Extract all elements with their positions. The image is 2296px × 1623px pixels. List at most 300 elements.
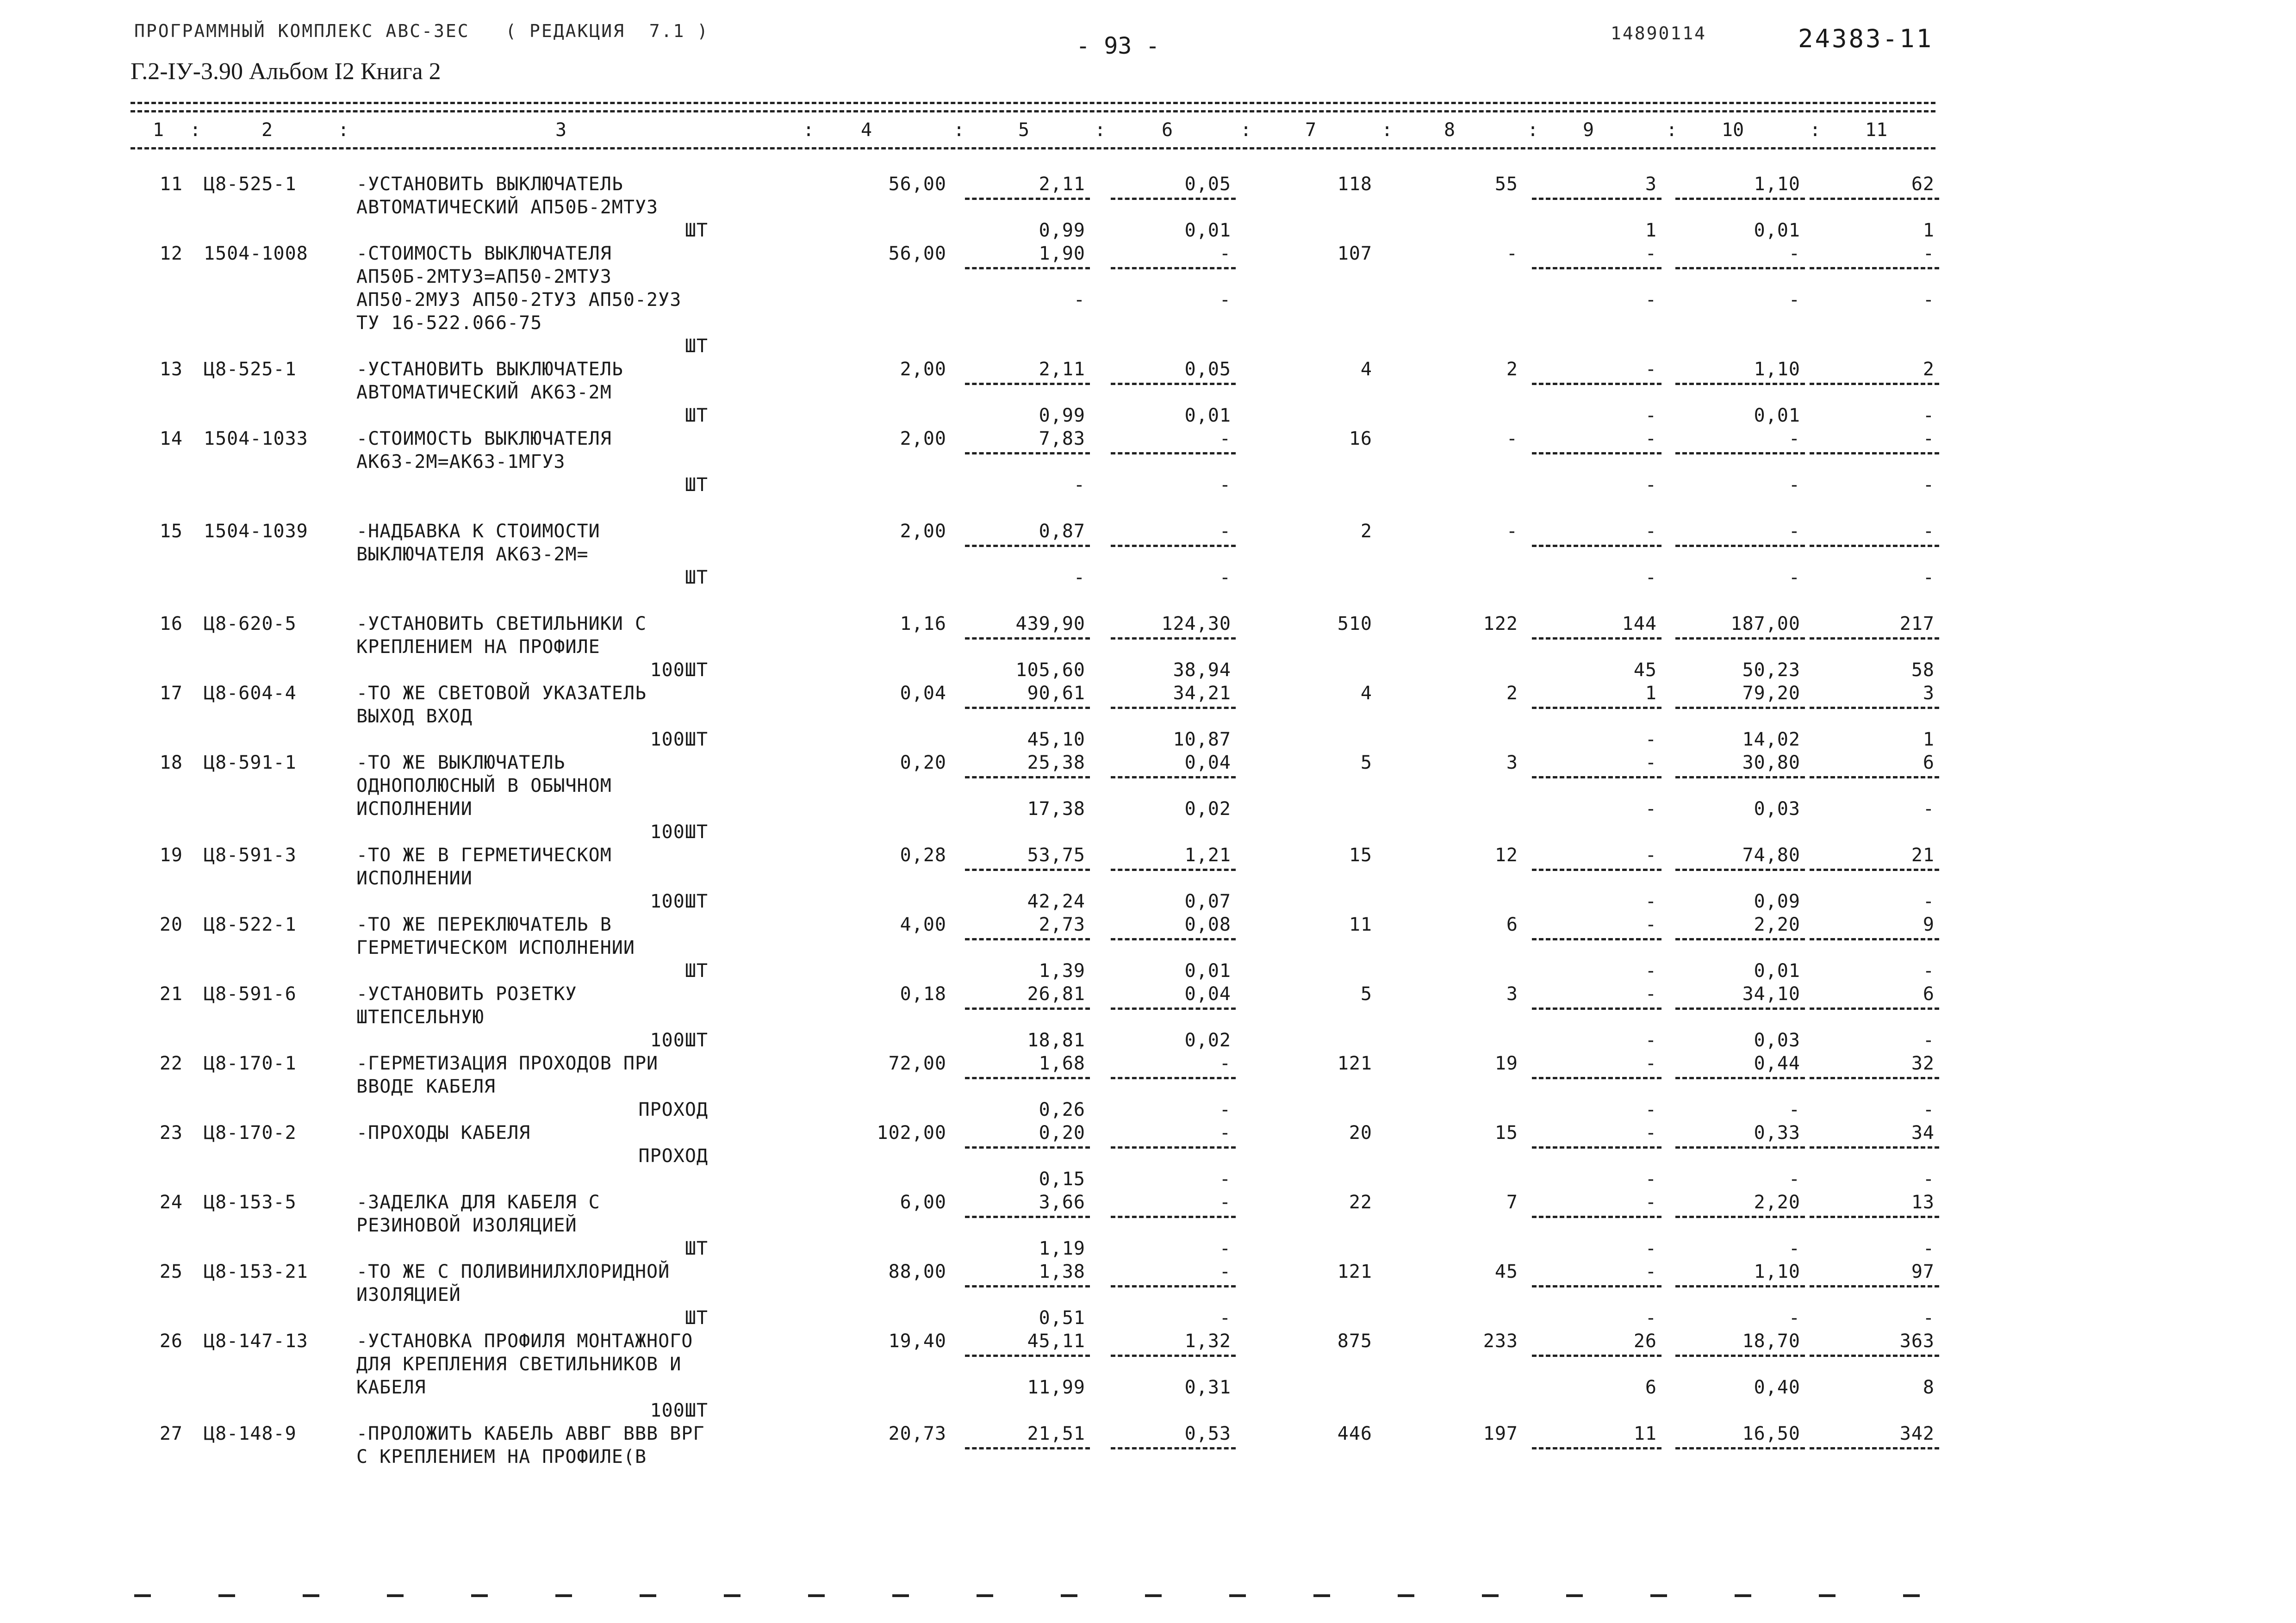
unit-of-measure: 100ШТ (650, 821, 708, 843)
labor-total: - (1923, 243, 1935, 264)
labor-cost: 6 (1506, 914, 1518, 935)
cell-underline (1810, 707, 1939, 709)
labor-cost: 122 (1483, 613, 1518, 634)
cost-total: 439,90 (1015, 613, 1085, 634)
column-header-2: 2 (261, 119, 273, 141)
labor-hours: 1,10 (1754, 1261, 1800, 1282)
item-description: ИСПОЛНЕНИИ (356, 798, 473, 820)
cell-underline (1810, 1447, 1939, 1449)
cell-underline (1675, 776, 1805, 778)
cost-total: 1,38 (1039, 1261, 1085, 1282)
cell-underline (1532, 1285, 1661, 1287)
cell-underline (1532, 1077, 1661, 1079)
bottom-dash (1566, 1594, 1583, 1597)
total-cost: 20 (1349, 1122, 1372, 1144)
machine-wages: - (1645, 983, 1657, 1005)
cell-underline (1532, 1447, 1661, 1449)
labor-hours-secondary: - (1788, 289, 1800, 311)
cost-total: 53,75 (1027, 845, 1085, 866)
total-cost: 121 (1337, 1261, 1372, 1282)
cost-machines: 0,04 (1184, 983, 1231, 1005)
item-description: ШТЕПСЕЛЬНУЮ (356, 1007, 484, 1028)
column-separator: : (190, 119, 201, 141)
labor-total: 6 (1923, 752, 1935, 773)
machine-wages-secondary: - (1645, 1238, 1657, 1259)
column-header-10: 10 (1722, 119, 1744, 141)
total-cost: 875 (1337, 1331, 1372, 1352)
labor-cost: 2 (1506, 683, 1518, 704)
item-code: Ц8-153-21 (204, 1261, 308, 1282)
cell-underline (1810, 198, 1939, 200)
total-cost: 11 (1349, 914, 1372, 935)
total-cost: 16 (1349, 428, 1372, 449)
quantity: 4,00 (900, 914, 946, 935)
machine-wages-secondary: 45 (1633, 659, 1657, 681)
cost-machines: 0,04 (1184, 752, 1231, 773)
item-description: -ТО ЖЕ В ГЕРМЕТИЧЕСКОМ (356, 845, 612, 866)
cell-underline (965, 198, 1090, 200)
cost-total: 3,66 (1039, 1192, 1085, 1213)
quantity: 2,00 (900, 359, 946, 380)
cell-underline (1532, 1355, 1661, 1357)
cost-machines-wages: 0,31 (1184, 1377, 1231, 1398)
header-rule-bottom (131, 147, 1935, 149)
labor-hours-secondary: 0,03 (1754, 798, 1800, 820)
cell-underline (965, 1146, 1090, 1149)
total-cost: 22 (1349, 1192, 1372, 1213)
cell-underline (1532, 545, 1661, 547)
cost-machines-wages: 0,07 (1184, 891, 1231, 912)
cell-underline (965, 938, 1090, 940)
item-description: АП50Б-2МТУ3=АП50-2МТУ3 (356, 266, 612, 287)
cell-underline (1810, 1077, 1939, 1079)
quantity: 2,00 (900, 428, 946, 449)
column-header-5: 5 (1018, 119, 1030, 141)
column-header-11: 11 (1865, 119, 1888, 141)
cost-total-wages: 1,19 (1039, 1238, 1085, 1259)
item-code: Ц8-591-3 (204, 845, 297, 866)
item-description: ДЛЯ КРЕПЛЕНИЯ СВЕТИЛЬНИКОВ И (356, 1354, 682, 1375)
cost-total: 1,68 (1039, 1053, 1085, 1074)
cell-underline (965, 869, 1090, 871)
total-cost: 118 (1337, 174, 1372, 195)
labor-total-secondary: - (1923, 1238, 1935, 1259)
cell-underline (1532, 1007, 1661, 1010)
program-header: ПРОГРАММНЫЙ КОМПЛЕКС АВС-3ЕС ( РЕДАКЦИЯ 7.1 ) (134, 21, 709, 41)
cost-machines: 0,08 (1184, 914, 1231, 935)
cell-underline (1810, 1355, 1939, 1357)
labor-total-secondary: - (1923, 567, 1935, 588)
item-code: 1504-1008 (204, 243, 308, 264)
quantity: 0,28 (900, 845, 946, 866)
labor-cost: 2 (1506, 359, 1518, 380)
bottom-dash (387, 1594, 404, 1597)
item-code: Ц8-525-1 (204, 359, 297, 380)
cost-machines: - (1219, 1122, 1231, 1144)
quantity: 2,00 (900, 521, 946, 542)
cell-underline (1810, 1007, 1939, 1010)
quantity: 0,04 (900, 683, 946, 704)
labor-total-secondary: 1 (1923, 729, 1935, 750)
labor-hours-secondary: 0,03 (1754, 1030, 1800, 1051)
total-cost: 4 (1360, 683, 1372, 704)
cell-underline (1532, 1216, 1661, 1218)
row-number: 26 (159, 1331, 183, 1352)
machine-wages-secondary: - (1645, 1099, 1657, 1120)
cell-underline (1111, 707, 1236, 709)
machine-wages: - (1645, 914, 1657, 935)
cost-total-wages: - (1073, 474, 1085, 496)
column-header-3: 3 (555, 119, 567, 141)
labor-total-secondary: - (1923, 1169, 1935, 1190)
cell-underline (1111, 637, 1236, 640)
cell-underline (1675, 452, 1805, 454)
cell-underline (1810, 545, 1939, 547)
cell-underline (1810, 1285, 1939, 1287)
labor-total-secondary: - (1923, 1307, 1935, 1329)
row-number: 25 (159, 1261, 183, 1282)
labor-cost: - (1506, 428, 1518, 449)
cost-total: 1,90 (1039, 243, 1085, 264)
cell-underline (965, 1447, 1090, 1449)
cost-machines-wages: 38,94 (1173, 659, 1231, 681)
bottom-dash (892, 1594, 909, 1597)
labor-hours: 30,80 (1742, 752, 1800, 773)
cost-total: 2,73 (1039, 914, 1085, 935)
total-cost: 107 (1337, 243, 1372, 264)
column-separator: : (338, 119, 349, 141)
unit-of-measure: ШТ (684, 1307, 708, 1329)
quantity: 0,18 (900, 983, 946, 1005)
quantity: 102,00 (877, 1122, 946, 1144)
row-number: 13 (159, 359, 183, 380)
cost-machines-wages: 0,01 (1184, 220, 1231, 241)
machine-wages-secondary: 6 (1645, 1377, 1657, 1398)
labor-total: 62 (1911, 174, 1935, 195)
quantity: 6,00 (900, 1192, 946, 1213)
labor-hours-secondary: - (1788, 474, 1800, 496)
bottom-dash (471, 1594, 488, 1597)
bottom-dash (1229, 1594, 1246, 1597)
labor-hours: - (1788, 243, 1800, 264)
machine-wages-secondary: - (1645, 1030, 1657, 1051)
cell-underline (1675, 383, 1805, 385)
cost-machines-wages: 0,01 (1184, 960, 1231, 982)
cost-total: 45,11 (1027, 1331, 1085, 1352)
cost-total: 7,83 (1039, 428, 1085, 449)
item-description: ВВОДЕ КАБЕЛЯ (356, 1076, 496, 1097)
machine-wages: 3 (1645, 174, 1657, 195)
total-cost: 5 (1360, 983, 1372, 1005)
bottom-dash (640, 1594, 656, 1597)
cost-machines-wages: - (1219, 1169, 1231, 1190)
cost-machines: 0,05 (1184, 174, 1231, 195)
cost-total: 2,11 (1039, 174, 1085, 195)
cell-underline (1111, 452, 1236, 454)
machine-wages: - (1645, 1261, 1657, 1282)
unit-of-measure: ШТ (684, 474, 708, 496)
column-separator: : (803, 119, 815, 141)
labor-hours-secondary: 0,09 (1754, 891, 1800, 912)
cell-underline (1111, 1216, 1236, 1218)
cell-underline (1675, 198, 1805, 200)
machine-wages: 1 (1645, 683, 1657, 704)
cost-total-wages: 18,81 (1027, 1030, 1085, 1051)
item-code: Ц8-148-9 (204, 1423, 297, 1444)
cell-underline (1532, 938, 1661, 940)
item-description: АК63-2М=АК63-1МГУ3 (356, 451, 566, 473)
cell-underline (1111, 267, 1236, 269)
labor-total-secondary: - (1923, 960, 1935, 982)
cell-underline (1532, 776, 1661, 778)
cost-total-wages: 0,51 (1039, 1307, 1085, 1329)
cost-total-wages: 0,26 (1039, 1099, 1085, 1120)
item-description: ВЫХОД ВХОД (356, 706, 473, 727)
cost-total: 25,38 (1027, 752, 1085, 773)
column-separator: : (1240, 119, 1252, 141)
quantity: 72,00 (888, 1053, 946, 1074)
cell-underline (1675, 707, 1805, 709)
unit-of-measure: 100ШТ (650, 1030, 708, 1051)
labor-total-secondary: - (1923, 891, 1935, 912)
cell-underline (1111, 869, 1236, 871)
column-header-4: 4 (861, 119, 872, 141)
item-description: -ТО ЖЕ С ПОЛИВИНИЛХЛОРИДНОЙ (356, 1261, 670, 1282)
cell-underline (1810, 452, 1939, 454)
cell-underline (1111, 198, 1236, 200)
column-separator: : (1810, 119, 1821, 141)
item-code: Ц8-170-2 (204, 1122, 297, 1144)
bottom-dash (977, 1594, 993, 1597)
bottom-dash (724, 1594, 740, 1597)
machine-wages-secondary: - (1645, 405, 1657, 426)
column-separator: : (1381, 119, 1393, 141)
cost-machines-wages: 0,01 (1184, 405, 1231, 426)
cell-underline (1810, 383, 1939, 385)
labor-hours: 18,70 (1742, 1331, 1800, 1352)
machine-wages: - (1645, 428, 1657, 449)
item-code: 1504-1039 (204, 521, 308, 542)
labor-total: - (1923, 428, 1935, 449)
row-number: 20 (159, 914, 183, 935)
cost-total-wages: 42,24 (1027, 891, 1085, 912)
labor-total-secondary: - (1923, 474, 1935, 496)
cell-underline (1675, 869, 1805, 871)
machine-wages-secondary: - (1645, 1169, 1657, 1190)
machine-wages: - (1645, 359, 1657, 380)
item-description: -ТО ЖЕ СВЕТОВОЙ УКАЗАТЕЛЬ (356, 683, 647, 704)
cell-underline (1111, 1355, 1236, 1357)
labor-total: 363 (1899, 1331, 1935, 1352)
unit-of-measure: 100ШТ (650, 891, 708, 912)
item-description: ОДНОПОЛЮСНЫЙ В ОБЫЧНОМ (356, 775, 612, 796)
labor-hours: 2,20 (1754, 914, 1800, 935)
labor-total: 3 (1923, 683, 1935, 704)
item-code: Ц8-604-4 (204, 683, 297, 704)
labor-total: 342 (1899, 1423, 1935, 1444)
item-description: ИСПОЛНЕНИИ (356, 868, 473, 889)
unit-of-measure: ШТ (684, 220, 708, 241)
labor-hours-secondary: 0,01 (1754, 220, 1800, 241)
labor-total: - (1923, 521, 1935, 542)
labor-total: 2 (1923, 359, 1935, 380)
row-number: 15 (159, 521, 183, 542)
item-description: -СТОИМОСТЬ ВЫКЛЮЧАТЕЛЯ (356, 243, 612, 264)
labor-total: 9 (1923, 914, 1935, 935)
item-code: Ц8-591-1 (204, 752, 297, 773)
column-header-9: 9 (1583, 119, 1594, 141)
cell-underline (965, 1007, 1090, 1010)
cell-underline (1111, 383, 1236, 385)
labor-cost: - (1506, 521, 1518, 542)
cell-underline (1810, 637, 1939, 640)
cell-underline (1532, 198, 1661, 200)
cell-underline (965, 776, 1090, 778)
bottom-dash (555, 1594, 572, 1597)
labor-hours: 74,80 (1742, 845, 1800, 866)
total-cost: 4 (1360, 359, 1372, 380)
item-description: АВТОМАТИЧЕСКИЙ АП50Б-2МТУ3 (356, 197, 659, 218)
labor-total: 13 (1911, 1192, 1935, 1213)
labor-total: 217 (1899, 613, 1935, 634)
bottom-dash (808, 1594, 825, 1597)
album-title: Г.2-IУ-3.90 Альбом I2 Книга 2 (131, 58, 441, 85)
row-number: 12 (159, 243, 183, 264)
cell-underline (1810, 267, 1939, 269)
item-description: -ПРОЛОЖИТЬ КАБЕЛЬ АВВГ ВВВ ВРГ (356, 1423, 705, 1444)
labor-total: 97 (1911, 1261, 1935, 1282)
cost-total: 21,51 (1027, 1423, 1085, 1444)
unit-of-measure: ШТ (684, 567, 708, 588)
item-description: -ГЕРМЕТИЗАЦИЯ ПРОХОДОВ ПРИ (356, 1053, 659, 1074)
machine-wages: - (1645, 243, 1657, 264)
cell-underline (1532, 1146, 1661, 1149)
cost-machines-wages: - (1219, 474, 1231, 496)
unit-of-measure: 100ШТ (650, 729, 708, 750)
item-description: -ТО ЖЕ ВЫКЛЮЧАТЕЛЬ (356, 752, 566, 773)
row-number: 27 (159, 1423, 183, 1444)
cell-underline (1675, 1285, 1805, 1287)
bottom-dash (1482, 1594, 1499, 1597)
cost-machines: 34,21 (1173, 683, 1231, 704)
cost-machines-wages: - (1219, 567, 1231, 588)
cost-machines: - (1219, 1053, 1231, 1074)
row-number: 21 (159, 983, 183, 1005)
bottom-dash (1145, 1594, 1162, 1597)
unit-of-measure: ПРОХОД (638, 1145, 708, 1167)
cell-underline (965, 1077, 1090, 1079)
cost-machines-wages: - (1219, 1307, 1231, 1329)
item-code: Ц8-522-1 (204, 914, 297, 935)
cell-underline (1532, 707, 1661, 709)
unit-of-measure: ШТ (684, 405, 708, 426)
item-description: КАБЕЛЯ (356, 1377, 426, 1398)
labor-hours-secondary: 50,23 (1742, 659, 1800, 681)
cell-underline (1111, 1146, 1236, 1149)
quantity: 20,73 (888, 1423, 946, 1444)
item-code: Ц8-147-13 (204, 1331, 308, 1352)
unit-of-measure: ШТ (684, 960, 708, 982)
cell-underline (965, 637, 1090, 640)
cell-underline (1675, 1007, 1805, 1010)
labor-cost: 19 (1494, 1053, 1518, 1074)
bottom-dash (1061, 1594, 1077, 1597)
labor-hours-secondary: 0,40 (1754, 1377, 1800, 1398)
labor-cost: - (1506, 243, 1518, 264)
total-cost: 121 (1337, 1053, 1372, 1074)
cost-machines-wages: - (1219, 1238, 1231, 1259)
total-cost: 15 (1349, 845, 1372, 866)
cost-total: 2,11 (1039, 359, 1085, 380)
item-code: Ц8-620-5 (204, 613, 297, 634)
cost-total: 0,20 (1039, 1122, 1085, 1144)
labor-hours: - (1788, 521, 1800, 542)
labor-hours-secondary: 0,01 (1754, 405, 1800, 426)
cell-underline (1675, 938, 1805, 940)
quantity: 56,00 (888, 243, 946, 264)
cost-machines: - (1219, 1261, 1231, 1282)
header-rule-top (131, 102, 1935, 104)
machine-wages: - (1645, 1122, 1657, 1144)
bottom-dash (1650, 1594, 1667, 1597)
unit-of-measure: ПРОХОД (638, 1099, 708, 1120)
labor-hours-secondary: - (1788, 1099, 1800, 1120)
machine-wages-secondary: - (1645, 1307, 1657, 1329)
labor-total-secondary: - (1923, 405, 1935, 426)
row-number: 18 (159, 752, 183, 773)
item-code: Ц8-170-1 (204, 1053, 297, 1074)
labor-cost: 233 (1483, 1331, 1518, 1352)
cost-machines-wages: - (1219, 289, 1231, 311)
labor-total: 34 (1911, 1122, 1935, 1144)
cell-underline (1111, 1007, 1236, 1010)
item-description: -УСТАНОВИТЬ СВЕТИЛЬНИКИ С (356, 613, 647, 634)
cost-total: 0,87 (1039, 521, 1085, 542)
labor-hours: - (1788, 428, 1800, 449)
labor-hours-secondary: - (1788, 1307, 1800, 1329)
cell-underline (1532, 452, 1661, 454)
column-header-8: 8 (1444, 119, 1456, 141)
machine-wages-secondary: - (1645, 891, 1657, 912)
labor-cost: 7 (1506, 1192, 1518, 1213)
cost-total-wages: 0,99 (1039, 405, 1085, 426)
column-header-6: 6 (1162, 119, 1173, 141)
row-number: 24 (159, 1192, 183, 1213)
cell-underline (965, 1216, 1090, 1218)
cost-total-wages: 45,10 (1027, 729, 1085, 750)
labor-total-secondary: - (1923, 1030, 1935, 1051)
cell-underline (1532, 637, 1661, 640)
cell-underline (1675, 267, 1805, 269)
cell-underline (1675, 1216, 1805, 1218)
labor-cost: 12 (1494, 845, 1518, 866)
machine-wages-secondary: - (1645, 729, 1657, 750)
row-number: 14 (159, 428, 183, 449)
labor-hours-secondary: 0,01 (1754, 960, 1800, 982)
quantity: 56,00 (888, 174, 946, 195)
cell-underline (965, 452, 1090, 454)
labor-hours-secondary: - (1788, 1169, 1800, 1190)
cell-underline (1810, 1146, 1939, 1149)
column-separator: : (953, 119, 965, 141)
cell-underline (965, 1285, 1090, 1287)
item-description: ВЫКЛЮЧАТЕЛЯ АК63-2М= (356, 544, 589, 565)
quantity: 19,40 (888, 1331, 946, 1352)
cell-underline (1111, 545, 1236, 547)
header-rule-mid (131, 110, 1935, 112)
item-code: Ц8-153-5 (204, 1192, 297, 1213)
cost-total-wages: 11,99 (1027, 1377, 1085, 1398)
